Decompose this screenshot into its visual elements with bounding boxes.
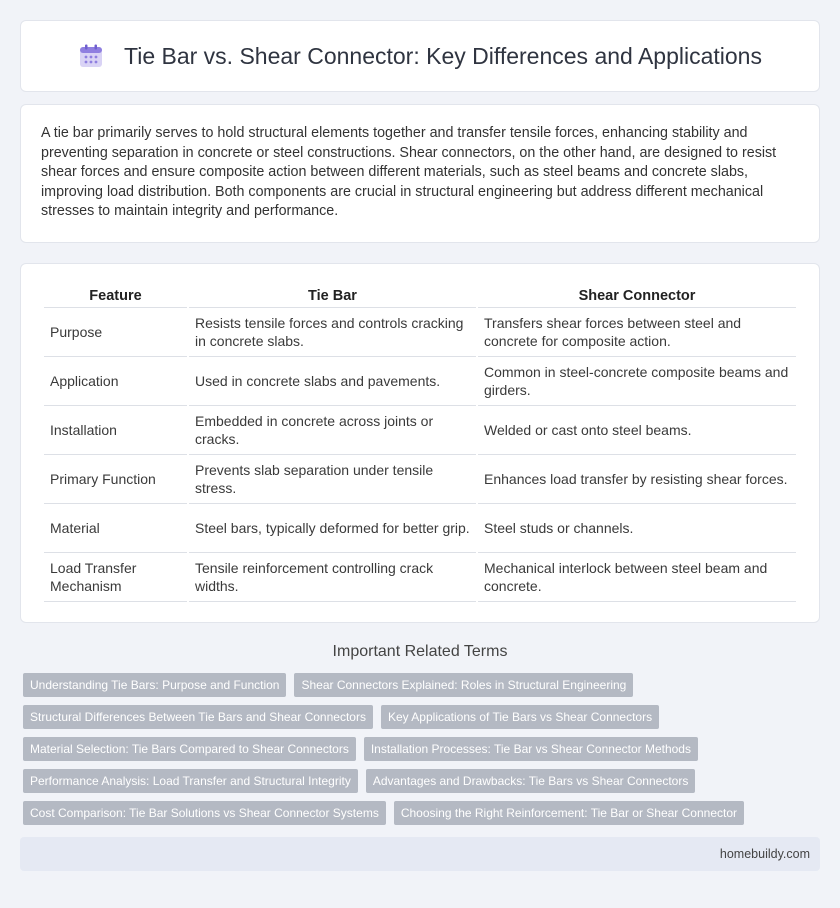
row-tie-bar: Embedded in concrete across joints or cracks. bbox=[189, 406, 476, 455]
row-shear-connector: Mechanical interlock between steel beam and concrete. bbox=[478, 553, 796, 602]
related-term-tag[interactable]: Installation Processes: Tie Bar vs Shear Connector Methods bbox=[364, 737, 698, 761]
related-term-tag[interactable]: Structural Differences Between Tie Bars and Shear Connectors bbox=[23, 705, 373, 729]
row-tie-bar: Tensile reinforcement controlling crack widths. bbox=[189, 553, 476, 602]
table-row bbox=[44, 553, 796, 602]
row-shear-connector: Common in steel-concrete composite beams and girders. bbox=[478, 357, 796, 406]
header-shear-connector: Shear Connector bbox=[478, 288, 796, 308]
related-term-tag[interactable]: Shear Connectors Explained: Roles in Structural Engineering bbox=[294, 673, 633, 697]
footer bbox=[20, 837, 820, 871]
table-row bbox=[44, 308, 796, 357]
row-feature: Material bbox=[44, 504, 187, 553]
header-feature: Feature bbox=[44, 288, 187, 308]
page-title: Tie Bar vs. Shear Connector: Key Differences and Applications bbox=[124, 42, 762, 69]
table-row bbox=[44, 455, 796, 504]
row-tie-bar: Used in concrete slabs and pavements. bbox=[189, 357, 476, 406]
row-shear-connector: Steel studs or channels. bbox=[478, 504, 796, 553]
header-tie-bar: Tie Bar bbox=[189, 288, 476, 308]
intro-card bbox=[20, 104, 820, 243]
row-feature: Load Transfer Mechanism bbox=[44, 553, 187, 602]
related-terms-list bbox=[20, 673, 820, 825]
related-term-tag[interactable]: Choosing the Right Reinforcement: Tie Bar or Shear Connector bbox=[394, 801, 744, 825]
comparison-table bbox=[42, 288, 798, 602]
related-term-tag[interactable]: Cost Comparison: Tie Bar Solutions vs Shear Connector Systems bbox=[23, 801, 386, 825]
row-feature: Installation bbox=[44, 406, 187, 455]
row-tie-bar: Resists tensile forces and controls cracking in concrete slabs. bbox=[189, 308, 476, 357]
table-row bbox=[44, 406, 796, 455]
header-card bbox=[20, 20, 820, 92]
table-row bbox=[44, 504, 796, 553]
row-shear-connector: Welded or cast onto steel beams. bbox=[478, 406, 796, 455]
related-term-tag[interactable]: Advantages and Drawbacks: Tie Bars vs Shear Connectors bbox=[366, 769, 696, 793]
row-shear-connector: Enhances load transfer by resisting shear forces. bbox=[478, 455, 796, 504]
related-term-tag[interactable]: Performance Analysis: Load Transfer and Structural Integrity bbox=[23, 769, 358, 793]
footer-site-link[interactable]: homebuildy.com bbox=[719, 846, 810, 861]
comparison-card bbox=[20, 263, 820, 623]
related-term-tag[interactable]: Material Selection: Tie Bars Compared to Shear Connectors bbox=[23, 737, 356, 761]
table-header-row bbox=[44, 288, 796, 308]
calendar-icon bbox=[78, 43, 104, 69]
row-shear-connector: Transfers shear forces between steel and concrete for composite action. bbox=[478, 308, 796, 357]
row-feature: Primary Function bbox=[44, 455, 187, 504]
row-tie-bar: Prevents slab separation under tensile stress. bbox=[189, 455, 476, 504]
intro-paragraph: A tie bar primarily serves to hold structural elements together and transfer tensile forces, enhancing stability and preventing separation in concrete or steel constructions. Shear connectors, on the other hand, are designed to resist shear forces and ensure composite action between different materials, such as steel beams and concrete slabs, improving load distribution. Both components are crucial in structural engineering but address different mechanical stresses to maintain integrity and performance. bbox=[41, 125, 777, 219]
table-row bbox=[44, 357, 796, 406]
related-terms-title: Important Related Terms bbox=[332, 642, 508, 660]
row-tie-bar: Steel bars, typically deformed for better grip. bbox=[189, 504, 476, 553]
row-feature: Purpose bbox=[44, 308, 187, 357]
related-term-tag[interactable]: Understanding Tie Bars: Purpose and Function bbox=[23, 673, 286, 697]
row-feature: Application bbox=[44, 357, 187, 406]
related-term-tag[interactable]: Key Applications of Tie Bars vs Shear Connectors bbox=[381, 705, 659, 729]
